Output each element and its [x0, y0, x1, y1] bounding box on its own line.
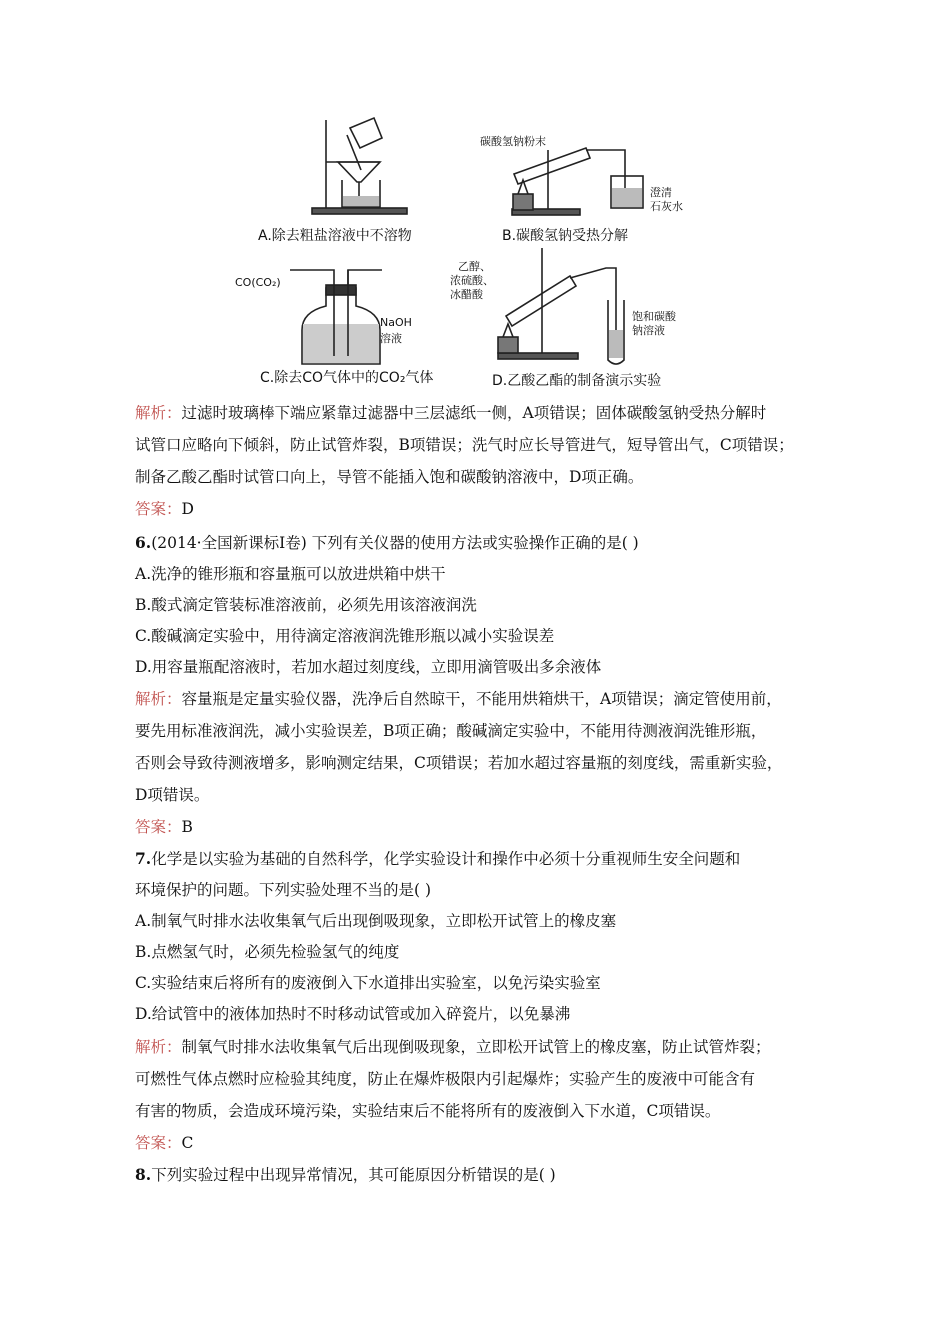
caption-c: C.除去CO气体中的CO₂气体	[260, 370, 434, 386]
q6-number: 6.	[135, 533, 152, 552]
q7-stem-line-1: 7.化学是以实验为基础的自然科学，化学实验设计和操作中必须十分重视师生安全问题和	[135, 849, 741, 868]
q6-option-a: A.洗净的锥形瓶和容量瓶可以放进烘箱中烘干	[135, 565, 446, 583]
label-na2co3-2: 钠溶液	[632, 324, 665, 337]
q7-analysis-line-3: 有害的物质，会造成环境污染，实验结束后不能将所有的废液倒入下水道，C项错误。	[135, 1102, 721, 1120]
q6-stem: 6.(2014·全国新课标Ⅰ卷) 下列有关仪器的使用方法或实验操作正确的是( )	[135, 533, 639, 552]
label-nahco3-powder: 碳酸氢钠粉末	[480, 135, 546, 148]
q8-stem: 8.下列实验过程中出现异常情况，其可能原因分析错误的是( )	[135, 1165, 556, 1184]
q7-stem-line-2: 环境保护的问题。下列实验处理不当的是( )	[135, 881, 432, 899]
q6-analysis-line-4: D项错误。	[135, 786, 210, 804]
label-reagents-3: 冰醋酸	[450, 288, 483, 301]
ester-apparatus	[498, 248, 624, 364]
label-naoh-2: 溶液	[380, 332, 402, 345]
q6-analysis-line-2: 要先用标准液润洗，减小实验误差，B项正确；酸碱滴定实验中，不能用待测液润洗锥形瓶，	[135, 722, 767, 740]
q6-answer: 答案：B	[135, 818, 193, 836]
q6-option-b: B.酸式滴定管装标准溶液前，必须先用该溶液润洗	[135, 596, 477, 614]
q7-option-b: B.点燃氢气时，必须先检验氢气的纯度	[135, 943, 400, 961]
label-reagents-2: 浓硫酸、	[450, 274, 494, 287]
apparatus-figure	[230, 110, 710, 410]
apparatus-diagrams	[230, 110, 710, 410]
q7-option-a: A.制氧气时排水法收集氧气后出现倒吸现象，立即松开试管上的橡皮塞	[135, 912, 617, 930]
q5-analysis-line-2: 试管口应略向下倾斜，防止试管炸裂，B项错误；洗气时应长导管进气，短导管出气，C项错误；	[135, 436, 794, 454]
filtration-apparatus	[312, 118, 407, 214]
label-reagents-1: 乙醇、	[458, 260, 491, 273]
q7-analysis-line-1: 解析：制氧气时排水法收集氧气后出现倒吸现象，立即松开试管上的橡皮塞，防止试管炸裂；	[135, 1038, 771, 1056]
q7-answer: 答案：C	[135, 1134, 194, 1152]
q5-analysis-line-1: 解析：过滤时玻璃棒下端应紧靠过滤器中三层滤纸一侧，A项错误；固体碳酸氢钠受热分解时	[135, 404, 767, 422]
decomposition-apparatus	[512, 148, 643, 215]
caption-a: A.除去粗盐溶液中不溶物	[258, 228, 412, 244]
q7-analysis-line-2: 可燃性气体点燃时应检验其纯度，防止在爆炸极限内引起爆炸；实验产生的废液中可能含有	[135, 1070, 756, 1088]
caption-d: D.乙酸乙酯的制备演示实验	[492, 373, 662, 389]
label-limewater-2: 石灰水	[650, 200, 683, 213]
q6-option-d: D.用容量瓶配溶液时，若加水超过刻度线，立即用滴管吸出多余液体	[135, 658, 602, 676]
q6-analysis-line-1: 解析：容量瓶是定量实验仪器，洗净后自然晾干，不能用烘箱烘干，A项错误；滴定管使用前，	[135, 690, 782, 708]
q7-number: 7.	[135, 849, 152, 868]
q7-analysis-label: 解析：	[135, 1038, 182, 1056]
q5-answer: 答案：D	[135, 500, 194, 518]
caption-b: B.碳酸氢钠受热分解	[502, 228, 629, 244]
label-na2co3-1: 饱和碳酸	[632, 310, 676, 323]
q6-option-c: C.酸碱滴定实验中，用待滴定溶液润洗锥形瓶以减小实验误差	[135, 627, 555, 645]
q7-option-c: C.实验结束后将所有的废液倒入下水道排出实验室，以免污染实验室	[135, 974, 601, 992]
q6-analysis-line-3: 否则会导致待测液增多，影响测定结果，C项错误；若加水超过容量瓶的刻度线，需重新实验，	[135, 754, 783, 772]
label-limewater-1: 澄清	[650, 186, 672, 199]
q5-analysis-label: 解析：	[135, 404, 182, 422]
label-gas-inlet: CO(CO₂)	[235, 276, 281, 289]
gas-washing-bottle	[290, 270, 382, 364]
q6-analysis-label: 解析：	[135, 690, 182, 708]
q7-option-d: D.给试管中的液体加热时不时移动试管或加入碎瓷片，以免暴沸	[135, 1005, 571, 1023]
q5-analysis-line-3: 制备乙酸乙酯时试管口向上，导管不能插入饱和碳酸钠溶液中，D项正确。	[135, 468, 644, 486]
q8-number: 8.	[135, 1165, 152, 1184]
label-naoh-1: NaOH	[380, 316, 412, 329]
